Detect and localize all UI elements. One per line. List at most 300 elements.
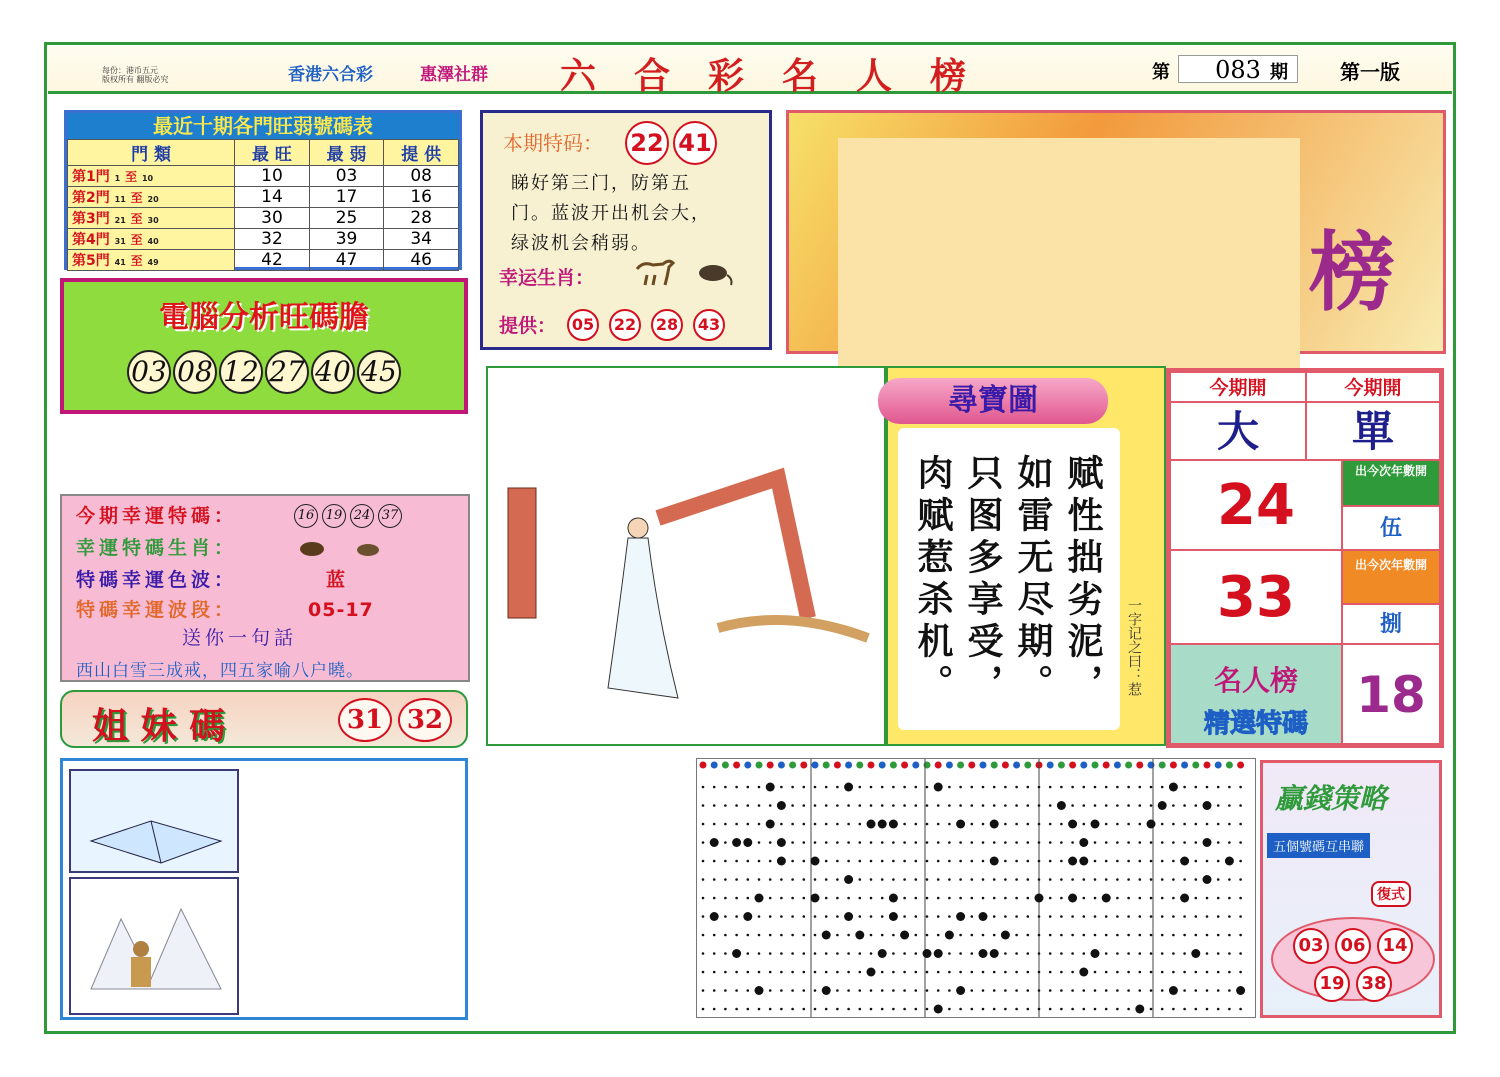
chart-dot bbox=[1083, 989, 1086, 992]
chart-dot bbox=[1091, 949, 1100, 958]
chart-dot bbox=[1116, 952, 1119, 955]
chart-dot bbox=[1217, 823, 1220, 826]
chart-dot bbox=[803, 860, 806, 863]
chart-dot bbox=[702, 934, 705, 937]
chart-dot bbox=[971, 841, 974, 844]
doors-table-title: 最近十期各門旺弱號碼表 bbox=[67, 113, 459, 139]
chart-dot bbox=[1195, 786, 1198, 789]
chart-dot bbox=[1172, 841, 1175, 844]
chart-dot bbox=[881, 915, 884, 918]
chart-dot bbox=[855, 931, 864, 940]
chart-dot bbox=[915, 841, 918, 844]
chart-dot bbox=[1228, 989, 1231, 992]
chart-dot bbox=[881, 860, 884, 863]
chart-dot bbox=[702, 841, 705, 844]
chart-dot bbox=[900, 931, 909, 940]
saying-text: 西山白雪三成戒，四五家喻八户曉。 bbox=[76, 661, 364, 681]
chart-dot bbox=[948, 915, 951, 918]
stats-side-b: 出今次年數開 bbox=[1341, 549, 1441, 605]
color-ball bbox=[845, 762, 852, 769]
chart-dot bbox=[713, 934, 716, 937]
chart-dot bbox=[814, 804, 817, 807]
chart-dot bbox=[878, 949, 887, 958]
chart-dot bbox=[878, 820, 887, 829]
chart-dot bbox=[769, 878, 772, 881]
chart-dot bbox=[1060, 860, 1063, 863]
treasure-map bbox=[886, 366, 1166, 746]
book-picture bbox=[69, 769, 239, 873]
number-ball: 19 bbox=[1314, 966, 1350, 1002]
chart-dot bbox=[769, 897, 772, 900]
color-ball bbox=[1237, 762, 1244, 769]
chart-dot bbox=[713, 878, 716, 881]
chart-dot bbox=[791, 897, 794, 900]
chart-dot bbox=[1049, 897, 1052, 900]
col-header: 最 弱 bbox=[309, 140, 384, 166]
scholar-picture bbox=[69, 877, 239, 1015]
chart-dot bbox=[937, 823, 940, 826]
chart-dot bbox=[889, 912, 898, 921]
chart-dot bbox=[971, 860, 974, 863]
bottom-left-panel bbox=[60, 758, 468, 1020]
chart-dot bbox=[1060, 786, 1063, 789]
color-ball bbox=[868, 762, 875, 769]
hot-cell: 32 bbox=[235, 229, 310, 250]
chart-dot bbox=[814, 971, 817, 974]
chart-dot bbox=[1038, 823, 1041, 826]
chart-dot bbox=[892, 878, 895, 881]
chart-dot bbox=[1015, 804, 1018, 807]
chart-dot bbox=[971, 897, 974, 900]
chart-dot bbox=[915, 989, 918, 992]
chart-dot bbox=[971, 915, 974, 918]
chart-dot bbox=[971, 952, 974, 955]
chart-dot bbox=[993, 915, 996, 918]
chart-dot bbox=[791, 860, 794, 863]
chart-dot bbox=[993, 804, 996, 807]
chart-dot bbox=[769, 915, 772, 918]
chart-dot bbox=[870, 804, 873, 807]
chart-dot bbox=[1158, 801, 1167, 810]
chart-dot bbox=[903, 989, 906, 992]
computer-numbers bbox=[64, 350, 464, 394]
chart-dot bbox=[859, 823, 862, 826]
chart-dot bbox=[923, 949, 932, 958]
chart-dot bbox=[1105, 878, 1108, 881]
stats-size-value: 大 bbox=[1169, 401, 1307, 461]
special-text bbox=[511, 169, 711, 259]
color-ball bbox=[789, 762, 796, 769]
chart-dot bbox=[1060, 934, 1063, 937]
chart-dot bbox=[1071, 1008, 1074, 1011]
chart-dot bbox=[825, 786, 828, 789]
chart-dot bbox=[1183, 878, 1186, 881]
color-ball bbox=[1204, 762, 1211, 769]
chart-dot bbox=[844, 783, 853, 792]
chart-dot bbox=[825, 841, 828, 844]
number-ball: 24 bbox=[350, 504, 374, 528]
chart-dot bbox=[1049, 934, 1052, 937]
chart-dot bbox=[1116, 971, 1119, 974]
chart-dot bbox=[881, 804, 884, 807]
chart-dot bbox=[1105, 971, 1108, 974]
chart-dot bbox=[747, 823, 750, 826]
chart-dot bbox=[766, 783, 775, 792]
chart-dot bbox=[769, 989, 772, 992]
chart-dot bbox=[735, 897, 738, 900]
chart-dot bbox=[1027, 860, 1030, 863]
chart-dot bbox=[791, 934, 794, 937]
chart-dot bbox=[892, 786, 895, 789]
chart-dot bbox=[1001, 931, 1010, 940]
chart-dot bbox=[937, 897, 940, 900]
chart-dot bbox=[747, 786, 750, 789]
color-ball bbox=[834, 762, 841, 769]
chart-dot bbox=[1228, 915, 1231, 918]
chart-dot bbox=[1071, 989, 1074, 992]
chart-dot bbox=[1150, 878, 1153, 881]
chart-dot bbox=[814, 786, 817, 789]
color-ball bbox=[1047, 762, 1054, 769]
chart-dot bbox=[1116, 878, 1119, 881]
chart-dot bbox=[1049, 841, 1052, 844]
chart-dot bbox=[1172, 823, 1175, 826]
chart-dot bbox=[915, 823, 918, 826]
chart-dot bbox=[1127, 841, 1130, 844]
chart-dot bbox=[769, 1008, 772, 1011]
chart-dot bbox=[1057, 801, 1066, 810]
rat-icon bbox=[695, 259, 735, 287]
weak-cell: 39 bbox=[309, 229, 384, 250]
chart-dot bbox=[867, 968, 876, 977]
chart-dot bbox=[803, 823, 806, 826]
chart-dot bbox=[926, 823, 929, 826]
chart-dot bbox=[1116, 804, 1119, 807]
chart-dot bbox=[870, 786, 873, 789]
chart-dot bbox=[926, 989, 929, 992]
chart-dot bbox=[1183, 915, 1186, 918]
color-ball bbox=[1215, 762, 1222, 769]
color-ball bbox=[1114, 762, 1121, 769]
chart-dot bbox=[982, 971, 985, 974]
color-ball bbox=[1170, 762, 1177, 769]
chart-dot bbox=[959, 971, 962, 974]
chart-dot bbox=[1004, 1008, 1007, 1011]
chart-dot bbox=[1068, 894, 1077, 903]
chart-dot bbox=[1139, 804, 1142, 807]
color-ball bbox=[946, 762, 953, 769]
price-text: 每份：港币五元 bbox=[102, 66, 158, 75]
chart-dot bbox=[959, 952, 962, 955]
chart-dot bbox=[1094, 786, 1097, 789]
chart-dot bbox=[1105, 952, 1108, 955]
chart-dot bbox=[825, 897, 828, 900]
chart-dot bbox=[1049, 989, 1052, 992]
chart-dot bbox=[1172, 804, 1175, 807]
chart-dot bbox=[1038, 1008, 1041, 1011]
chart-dot bbox=[777, 857, 786, 866]
chart-dot bbox=[732, 838, 741, 847]
chart-dot bbox=[1206, 897, 1209, 900]
chart-dot bbox=[1038, 860, 1041, 863]
chart-dot bbox=[1083, 915, 1086, 918]
color-ball bbox=[1092, 762, 1099, 769]
chart-dot bbox=[724, 915, 727, 918]
chart-dot bbox=[948, 897, 951, 900]
chart-dot bbox=[1027, 897, 1030, 900]
chart-dot bbox=[982, 1008, 985, 1011]
banner-overlay bbox=[838, 138, 1300, 374]
chart-dot bbox=[915, 952, 918, 955]
chart-dot bbox=[1116, 915, 1119, 918]
chart-dot bbox=[791, 1008, 794, 1011]
chart-dot bbox=[836, 878, 839, 881]
chart-dot bbox=[1015, 952, 1018, 955]
strategy-numbers bbox=[1271, 917, 1435, 1001]
chart-dot bbox=[1217, 786, 1220, 789]
chart-dot bbox=[1038, 952, 1041, 955]
color-ball bbox=[823, 762, 830, 769]
copyright-text: 版权所有 翻版必究 bbox=[102, 75, 169, 84]
chart-dot bbox=[982, 878, 985, 881]
chart-dot bbox=[1127, 804, 1130, 807]
chart-dot bbox=[915, 915, 918, 918]
chart-dot bbox=[982, 841, 985, 844]
chart-dot bbox=[803, 989, 806, 992]
brand-community: 惠澤社群 bbox=[420, 65, 488, 85]
chart-dot bbox=[825, 878, 828, 881]
chart-dot bbox=[814, 915, 817, 918]
chart-dot bbox=[859, 786, 862, 789]
chart-dot bbox=[814, 823, 817, 826]
chart-dot bbox=[1135, 1005, 1144, 1014]
book-icon bbox=[71, 771, 237, 871]
chart-dot bbox=[825, 860, 828, 863]
color-ball bbox=[901, 762, 908, 769]
chart-dot bbox=[1239, 823, 1242, 826]
color-ball bbox=[1103, 762, 1110, 769]
chart-dot bbox=[1127, 989, 1130, 992]
chart-dot bbox=[993, 971, 996, 974]
chart-dot bbox=[959, 878, 962, 881]
special-numbers bbox=[625, 121, 721, 165]
chart-dot bbox=[971, 1008, 974, 1011]
color-ball bbox=[711, 762, 718, 769]
chart-dot bbox=[1150, 971, 1153, 974]
chart-dot bbox=[1071, 878, 1074, 881]
chart-dot bbox=[1127, 971, 1130, 974]
chart-dot bbox=[1217, 841, 1220, 844]
chart-dot bbox=[959, 786, 962, 789]
chart-dot bbox=[847, 989, 850, 992]
chart-dot bbox=[1015, 860, 1018, 863]
chart-dot bbox=[1015, 915, 1018, 918]
chart-dot bbox=[1161, 989, 1164, 992]
chart-dot bbox=[825, 952, 828, 955]
chart-dot bbox=[811, 857, 820, 866]
chart-dot bbox=[710, 912, 719, 921]
chart-dot bbox=[915, 804, 918, 807]
chart-dot bbox=[934, 1005, 943, 1014]
chart-dot bbox=[836, 952, 839, 955]
chart-dot bbox=[1228, 971, 1231, 974]
chart-dot bbox=[1105, 934, 1108, 937]
chart-dot bbox=[1027, 804, 1030, 807]
color-ball bbox=[879, 762, 886, 769]
chart-dot bbox=[1228, 804, 1231, 807]
chart-dot bbox=[791, 989, 794, 992]
chart-dot bbox=[1127, 915, 1130, 918]
chart-dot bbox=[892, 934, 895, 937]
chart-dot bbox=[822, 986, 831, 995]
chart-dot bbox=[724, 860, 727, 863]
door-cell: 第5門 41 至 49 bbox=[68, 250, 235, 271]
chart-dot bbox=[1161, 897, 1164, 900]
chart-dot bbox=[982, 786, 985, 789]
chart-dot bbox=[1206, 1008, 1209, 1011]
chart-dot bbox=[1239, 804, 1242, 807]
chart-dot bbox=[903, 1008, 906, 1011]
chart-dot bbox=[926, 804, 929, 807]
treasure-side: 一字记之曰：惹 bbox=[1126, 598, 1142, 696]
chart-dot bbox=[836, 804, 839, 807]
stats-side-a-value: 伍 bbox=[1341, 505, 1441, 551]
zodiac-label: 幸运生肖： bbox=[499, 267, 595, 289]
chart-dot bbox=[1027, 971, 1030, 974]
chart-dot bbox=[1015, 989, 1018, 992]
chart-dot bbox=[844, 912, 853, 921]
chart-dot bbox=[814, 1008, 817, 1011]
chart-dot bbox=[1060, 823, 1063, 826]
treasure-title: 尋寶圖 bbox=[878, 378, 1108, 424]
color-ball bbox=[890, 762, 897, 769]
chart-dot bbox=[859, 860, 862, 863]
chart-dot bbox=[937, 934, 940, 937]
chart-dot bbox=[1060, 971, 1063, 974]
computer-analysis bbox=[60, 278, 468, 414]
chart-dot bbox=[1239, 971, 1242, 974]
stats-number-2: 33 bbox=[1169, 549, 1343, 645]
chart-dot bbox=[1116, 823, 1119, 826]
table-row bbox=[68, 208, 459, 229]
chart-dot bbox=[1217, 971, 1220, 974]
chart-dot bbox=[803, 915, 806, 918]
saying-title: 送你一句話 bbox=[182, 627, 298, 649]
chart-dot bbox=[1183, 804, 1186, 807]
chart-dot bbox=[859, 841, 862, 844]
chart-dot bbox=[743, 912, 752, 921]
chart-dot bbox=[836, 860, 839, 863]
provide-cell: 16 bbox=[384, 187, 459, 208]
chart-dot bbox=[758, 971, 761, 974]
chart-dot bbox=[870, 897, 873, 900]
weak-cell: 17 bbox=[309, 187, 384, 208]
chart-dot bbox=[803, 786, 806, 789]
chart-dot bbox=[1169, 986, 1178, 995]
chart-dot bbox=[1239, 897, 1242, 900]
chart-dot bbox=[1206, 860, 1209, 863]
chart-dot bbox=[1183, 971, 1186, 974]
chart-dot bbox=[1217, 897, 1220, 900]
chart-dot bbox=[769, 971, 772, 974]
hot-cell: 42 bbox=[235, 250, 310, 271]
chart-dot bbox=[836, 971, 839, 974]
chart-dot bbox=[1071, 841, 1074, 844]
chart-dot bbox=[1105, 804, 1108, 807]
chart-dot bbox=[803, 841, 806, 844]
number-ball: 27 bbox=[265, 350, 309, 394]
chart-dot bbox=[780, 915, 783, 918]
chart-dot bbox=[747, 971, 750, 974]
strategy-title: 贏錢策略 bbox=[1275, 782, 1388, 815]
number-ball: 22 bbox=[625, 121, 669, 165]
chart-dot bbox=[1079, 838, 1088, 847]
chart-dot bbox=[870, 878, 873, 881]
chart-dot bbox=[1027, 1008, 1030, 1011]
lucky-range-value: 05-17 bbox=[308, 599, 374, 621]
chart-dot bbox=[1004, 804, 1007, 807]
chart-dot bbox=[1239, 934, 1242, 937]
color-ball bbox=[1002, 762, 1009, 769]
chart-dot bbox=[1027, 786, 1030, 789]
chart-dot bbox=[1150, 952, 1153, 955]
chart-dot bbox=[903, 915, 906, 918]
chart-dot bbox=[713, 952, 716, 955]
chart-dot bbox=[934, 783, 943, 792]
chart-dot bbox=[881, 841, 884, 844]
treasure-poem-text bbox=[908, 454, 1108, 724]
chart-dot bbox=[702, 878, 705, 881]
issue-suffix: 期 bbox=[1270, 62, 1288, 83]
chart-dot bbox=[971, 823, 974, 826]
color-ball bbox=[1136, 762, 1143, 769]
chart-dot bbox=[747, 878, 750, 881]
chart-dot bbox=[713, 860, 716, 863]
chart-dot bbox=[1105, 841, 1108, 844]
chart-dot bbox=[903, 971, 906, 974]
chart-dot bbox=[937, 971, 940, 974]
number-ball: 28 bbox=[651, 309, 683, 341]
table-row bbox=[68, 229, 459, 250]
color-ball bbox=[767, 762, 774, 769]
chart-dot bbox=[747, 1008, 750, 1011]
chart-dot bbox=[836, 823, 839, 826]
chart-dot bbox=[803, 971, 806, 974]
table-row bbox=[68, 187, 459, 208]
chart-dot bbox=[982, 989, 985, 992]
chart-dot bbox=[803, 934, 806, 937]
chart-dot bbox=[903, 897, 906, 900]
color-ball bbox=[991, 762, 998, 769]
chart-dot bbox=[959, 1008, 962, 1011]
chart-dot bbox=[1071, 915, 1074, 918]
chart-dot bbox=[1172, 915, 1175, 918]
chart-dot bbox=[713, 971, 716, 974]
sister-code-box bbox=[60, 690, 468, 748]
chart-dot bbox=[1217, 989, 1220, 992]
sister-numbers bbox=[338, 698, 458, 742]
chart-dot bbox=[1161, 860, 1164, 863]
chart-dot bbox=[747, 989, 750, 992]
chart-dot bbox=[926, 786, 929, 789]
color-ball bbox=[912, 762, 919, 769]
chart-dot bbox=[1071, 952, 1074, 955]
chart-dot bbox=[747, 860, 750, 863]
chart-dot bbox=[1127, 952, 1130, 955]
chart-dot bbox=[758, 786, 761, 789]
chart-dot bbox=[1060, 1008, 1063, 1011]
special-text-line: 睇好第三门，防第五 bbox=[511, 173, 691, 194]
